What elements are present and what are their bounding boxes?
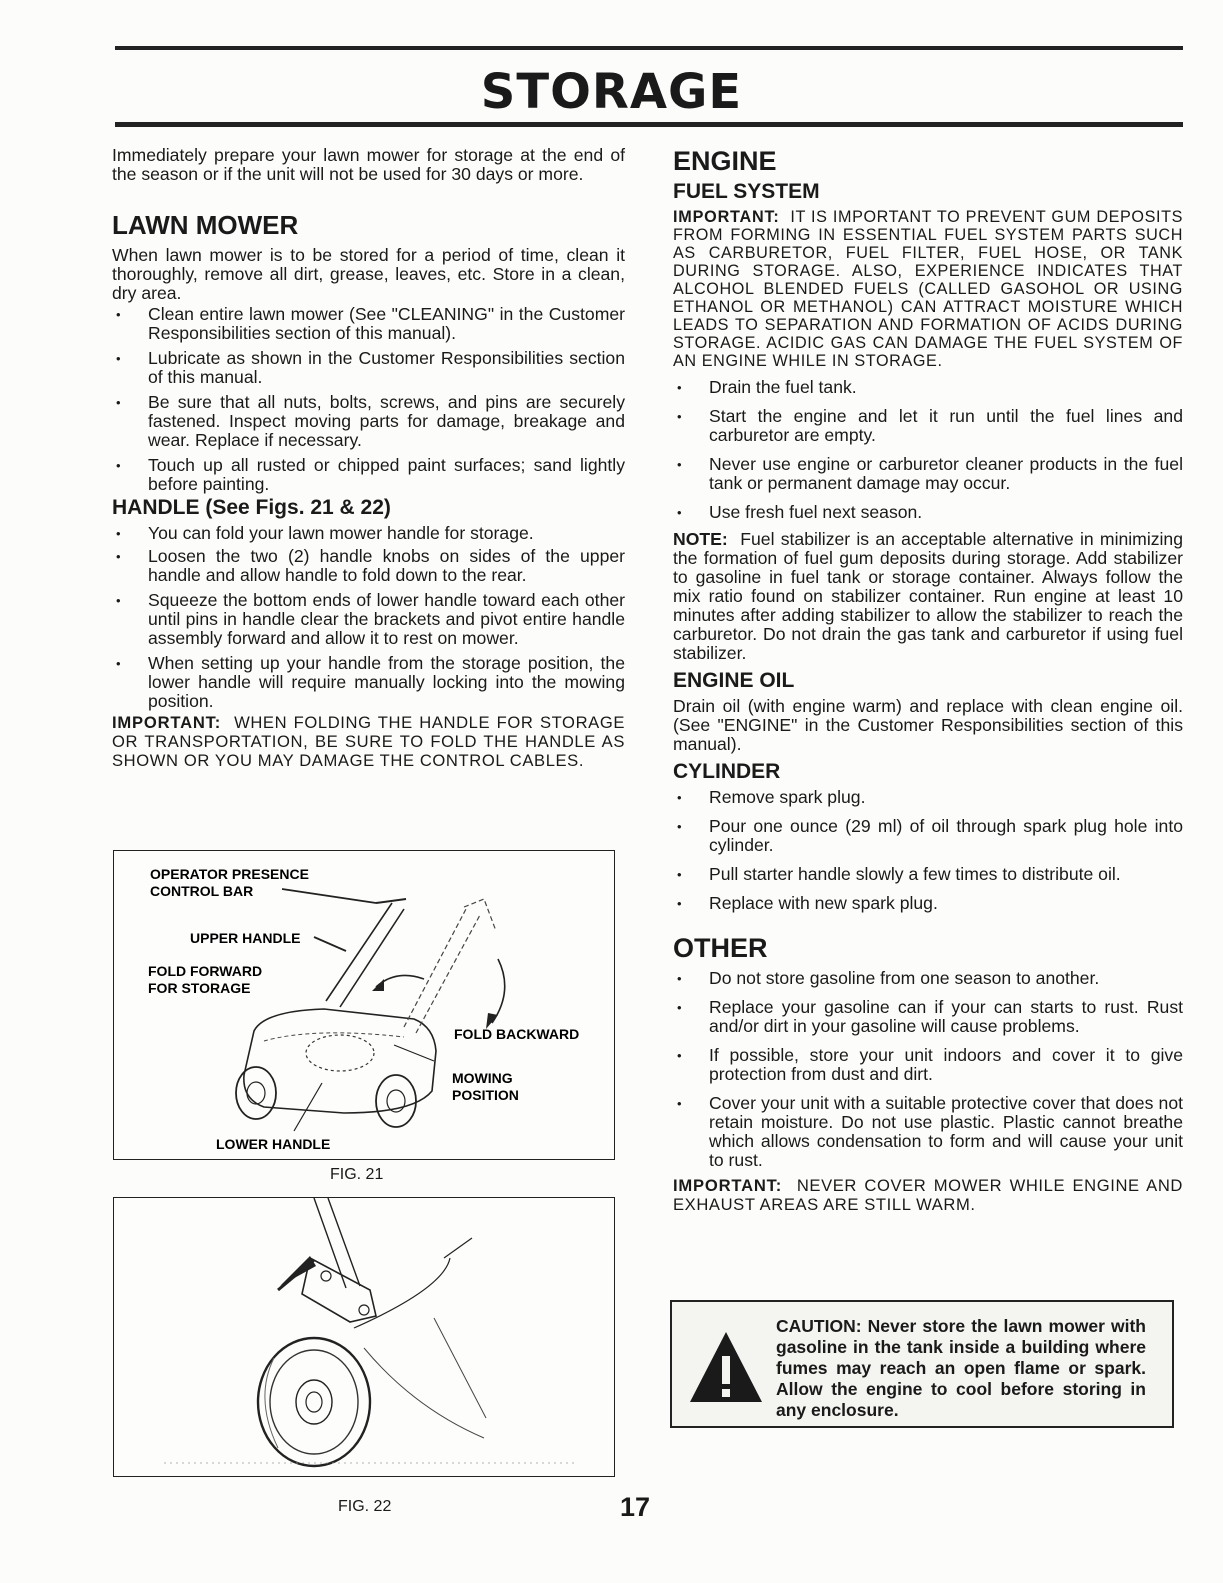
cylinder-heading: CYLINDER [673,760,781,783]
mower-folding-illustration [114,851,614,1159]
list-item: • Remove spark plug. [673,788,1183,807]
list-item: • Lubricate as shown in the Customer Responsibilities section of this manual. [112,349,625,387]
list-item: • Use fresh fuel next season. [673,503,1183,522]
list-item: • Loosen the two (2) handle knobs on sides of the upper handle and allow handle to fold down to the rear. [112,547,625,585]
note-text: Fuel stabilizer is an acceptable alternative in minimizing the formation of fuel gum deposits during storage. Add stabilizer to gasoline in fuel tank or storage container. Always follow the mix ratio found on stabilizer container. Run engine at least 10 minutes after adding stabilizer to allow the stabilizer to reach the carburetor. Do not drain the gas tank and carburetor if using fuel stabilizer. [673,529,1184,663]
handle-bracket-illustration [114,1198,614,1476]
label-operator-presence: OPERATOR PRESENCE [150,866,309,882]
list-item: • If possible, store your unit indoors and cover it to give protection from dust and dirt. [673,1046,1183,1084]
list-item: • Cover your unit with a suitable protective cover that does not retain moisture. Do not use plastic. Plastic cannot breathe which allows condensation to form and will cause your unit to rust. [673,1094,1183,1170]
figure-22-caption: FIG. 22 [338,1498,392,1515]
other-heading: OTHER [673,933,768,963]
label-control-bar-2: CONTROL BAR [150,883,254,899]
important-text: NEVER COVER MOWER WHILE ENGINE AND EXHAUST AREAS ARE STILL WARM. [673,1176,1184,1214]
handle-important [112,713,625,770]
other-list [673,969,1183,1170]
figure-21 [113,850,615,1160]
engine-oil-paragraph: Drain oil (with engine warm) and replace with clean engine oil. (See "ENGINE" in the Customer Responsibilities section of this manual). [673,696,1183,754]
figure-22 [113,1197,615,1477]
label-mowing: MOWING [452,1070,513,1086]
engine-heading: ENGINE [673,146,777,176]
intro-paragraph: Immediately prepare your lawn mower for storage at the end of the season or if the unit will not be used for 30 days or more. [112,145,625,184]
note-label: NOTE: [673,529,728,549]
list-item: • Do not store gasoline from one season to another. [673,969,1183,988]
fuel-list [673,378,1183,522]
important-text: IT IS IMPORTANT TO PREVENT GUM DEPOSITS FROM FORMING IN ESSENTIAL FUEL SYSTEM PARTS SUCH AS CARBURETOR, FUEL FILTER, FUEL HOSE, OR TANK DURING STORAGE. ALSO, EXPERIENCE INDICATES THAT ALCOHOL BLENDED FUELS (CALLED GASOHOL OR USING ETHANOL OR METHANOL) CAN ATTRACT MOISTURE WHICH LEADS TO SEPARATION AND FORMATION OF ACIDS DURING STORAGE. ACIDIC GAS CAN DAMAGE THE FUEL SYSTEM OF AN ENGINE WHILE IN STORAGE. [673,208,1183,370]
important-text: WHEN FOLDING THE HANDLE FOR STORAGE OR TRANSPORTATION, BE SURE TO FOLD THE HANDLE AS SHOWN OR YOU MAY DAMAGE THE CONTROL CABLES. [112,713,625,770]
list-item: • Replace with new spark plug. [673,894,1183,913]
important-label: IMPORTANT: [673,208,780,226]
list-item: • When setting up your handle from the storage position, the lower handle will require manually locking into the mowing position. [112,654,625,711]
list-item: • Be sure that all nuts, bolts, screws, and pins are securely fastened. Inspect moving parts for damage, breakage and wear. Replace if necessary. [112,393,625,450]
label-lower-handle: LOWER HANDLE [216,1136,331,1152]
handle-heading: HANDLE (See Figs. 21 & 22) [112,496,391,519]
caution-message: Never store the lawn mower with gasoline in the tank inside a building where fumes may reach an open flame or spark. Allow the engine to cool before storing in any enclosure. [776,1316,1146,1420]
left-column [112,146,625,770]
list-item: • Start the engine and let it run until the fuel lines and carburetor are empty. [673,407,1183,445]
note-paragraph [673,530,1183,663]
engine-oil-heading: ENGINE OIL [673,669,795,692]
top-rule [115,46,1183,50]
fuel-system-heading: FUEL SYSTEM [673,180,820,203]
right-column [673,146,1183,1214]
lawn-mower-paragraph: When lawn mower is to be stored for a period of time, clean it thoroughly, remove all dirt, grease, leaves, etc. Store in a clean, dry area. [112,245,625,303]
list-item: • Squeeze the bottom ends of lower handle toward each other until pins in handle clear the brackets and pivot entire handle assembly forward and allow it to rest on mower. [112,591,625,648]
caution-box [670,1300,1174,1428]
list-item: • Touch up all rusted or chipped paint surfaces; sand lightly before painting. [112,456,625,494]
page-number: 17 [620,1492,651,1522]
list-item: • You can fold your lawn mower handle for storage. [112,524,625,543]
label-fold-forward: FOLD FORWARD [148,963,263,979]
lawn-mower-list [112,305,625,494]
label-fold-backward: FOLD BACKWARD [454,1026,580,1042]
page-title: STORAGE [480,64,743,120]
label-for-storage: FOR STORAGE [148,980,251,996]
list-item: • Pull starter handle slowly a few times to distribute oil. [673,865,1183,884]
list-item: • Pour one ounce (29 ml) of oil through spark plug hole into cylinder. [673,817,1183,855]
list-item: • Drain the fuel tank. [673,378,1183,397]
label-upper-handle: UPPER HANDLE [190,930,301,946]
important-label: IMPORTANT: [112,713,222,732]
handle-list [112,524,625,711]
lawn-mower-heading: LAWN MOWER [112,210,299,240]
list-item: • Never use engine or carburetor cleaner products in the fuel tank or permanent damage may occur. [673,455,1183,493]
important-label: IMPORTANT: [673,1176,783,1195]
caution-label: CAUTION: [776,1316,862,1336]
list-item: • Replace your gasoline can if your can starts to rust. Rust and/or dirt in your gasoline will cause problems. [673,998,1183,1036]
figure-21-caption: FIG. 21 [330,1166,384,1183]
fuel-important [673,208,1183,370]
title-rule [115,122,1183,127]
other-important [673,1176,1183,1214]
warning-icon [686,1328,766,1408]
cylinder-list [673,788,1183,913]
label-position: POSITION [452,1087,519,1103]
list-item: • Clean entire lawn mower (See "CLEANING" in the Customer Responsibilities section of this manual). [112,305,625,343]
caution-text-block [776,1316,1146,1421]
